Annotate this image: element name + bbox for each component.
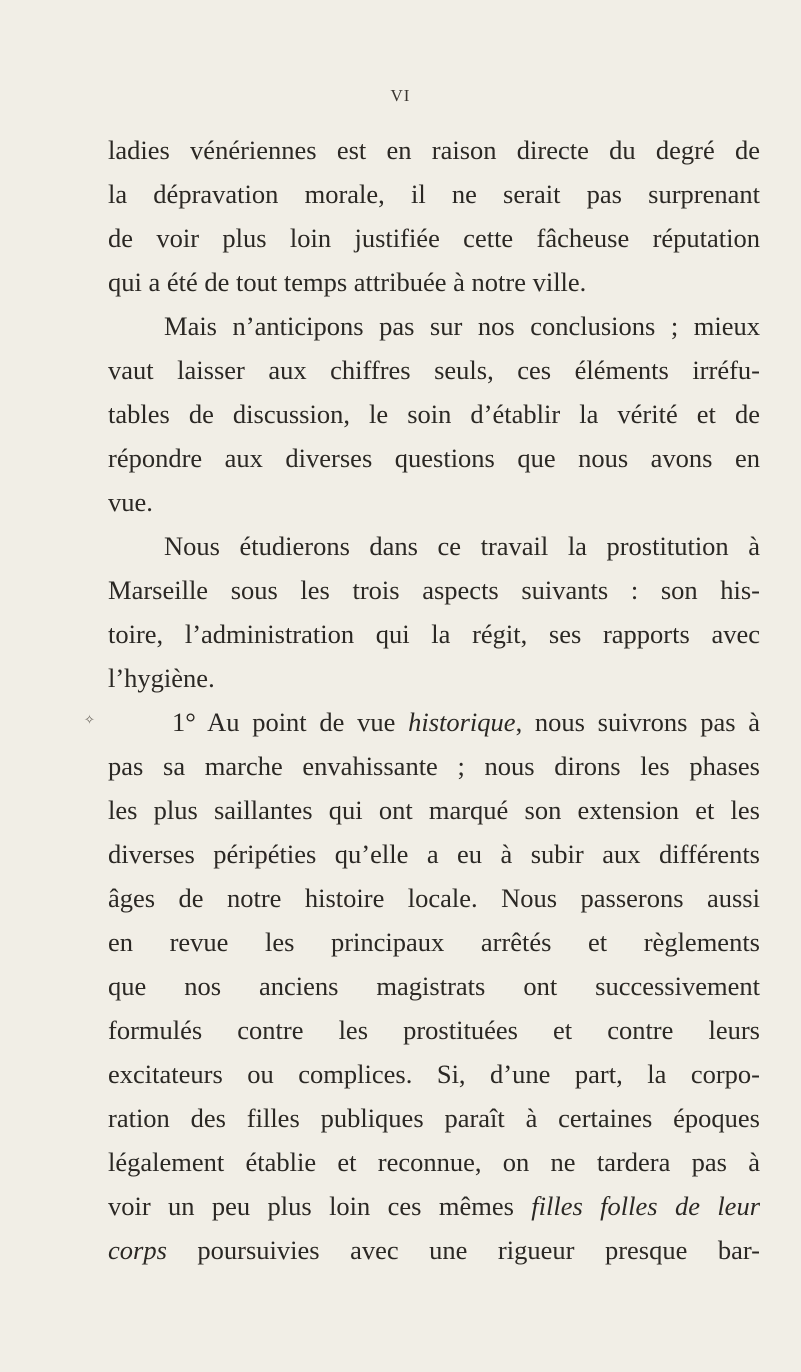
italic-term: corps (108, 1235, 167, 1265)
text-line: âges de notre histoire locale. Nous passerons aussi (108, 883, 760, 913)
text-line: excitateurs ou complices. Si, d’une part, la corpo- (108, 1059, 760, 1089)
text-line: ladies vénériennes est en raison directe du degré de (108, 135, 760, 165)
text-segment: , nous suivrons pas à (515, 707, 760, 737)
text-line: l’hygiène. (108, 663, 215, 693)
body-text (108, 128, 760, 1272)
text-line: formulés contre les prostituées et contre leurs (108, 1015, 760, 1045)
text-line: vaut laisser aux chiffres seuls, ces éléments irréfu- (108, 355, 760, 385)
text-line (108, 700, 760, 744)
text-line: Nous étudierons dans ce travail la prostitution à (164, 531, 760, 561)
text-line: diverses péripéties qu’elle a eu à subir aux différents (108, 839, 760, 869)
text-line: en revue les principaux arrêtés et règlements (108, 927, 760, 957)
text-line: vue. (108, 487, 153, 517)
text-segment: 1° Au point de vue (172, 707, 409, 737)
text-line: de voir plus loin justifiée cette fâcheuse réputation (108, 223, 760, 253)
text-line: que nos anciens magistrats ont successivement (108, 971, 760, 1001)
text-line: Marseille sous les trois aspects suivants : son his- (108, 575, 760, 605)
text-line: Mais n’anticipons pas sur nos conclusions ; mieux (164, 311, 760, 341)
text-line: légalement établie et reconnue, on ne tardera pas à (108, 1147, 760, 1177)
text-line: les plus saillantes qui ont marqué son extension et les (108, 795, 760, 825)
text-line: la dépravation morale, il ne serait pas surprenant (108, 179, 760, 209)
text-line (108, 1184, 760, 1228)
text-line: ration des filles publiques paraît à certaines époques (108, 1103, 760, 1133)
text-line (108, 1228, 760, 1272)
text-line: répondre aux diverses questions que nous avons en (108, 443, 760, 473)
text-segment: voir un peu plus loin ces mêmes (108, 1191, 532, 1221)
italic-term: filles folles de leur (531, 1191, 760, 1221)
text-line: toire, l’administration qui la régit, ses rapports avec (108, 619, 760, 649)
text-segment: poursuivies avec une rigueur presque bar- (166, 1235, 760, 1265)
page-number: VI (390, 86, 411, 105)
italic-term: historique (408, 707, 516, 737)
text-line: pas sa marche envahissante ; nous dirons les phases (108, 751, 760, 781)
margin-mark: ✧ (84, 712, 95, 727)
text-line: qui a été de tout temps attribuée à notre ville. (108, 267, 587, 297)
text-line: tables de discussion, le soin d’établir la vérité et de (108, 399, 760, 429)
